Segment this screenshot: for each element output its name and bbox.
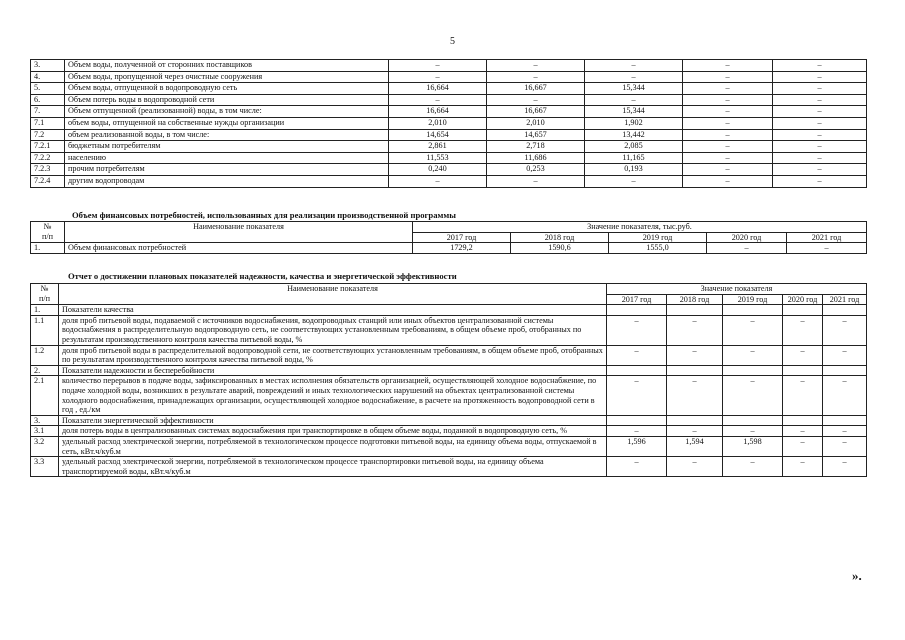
row-indicator-name: Объем воды, пропущенной через очистные сооружения bbox=[65, 71, 389, 83]
row-number: 2. bbox=[31, 365, 59, 376]
water-volume-table bbox=[30, 59, 867, 188]
row-number: 3.3 bbox=[31, 457, 59, 477]
row-value: – bbox=[667, 376, 723, 415]
table-row bbox=[31, 376, 867, 415]
header-indicator-name: Наименование показателя bbox=[59, 284, 607, 305]
row-number: 1. bbox=[31, 243, 65, 254]
row-indicator-name: доля потерь воды в централизованных системах водоснабжения при транспортировке в общем объеме воды, поданной в водопроводную сеть, % bbox=[59, 426, 607, 437]
row-value: – bbox=[667, 345, 723, 365]
row-value: – bbox=[723, 457, 783, 477]
row-number: 6. bbox=[31, 94, 65, 106]
empty-cell bbox=[607, 365, 667, 376]
row-indicator-name: бюджетным потребителям bbox=[65, 141, 389, 153]
row-value: – bbox=[683, 152, 773, 164]
indicators-table bbox=[30, 283, 867, 477]
indicators-table-body bbox=[31, 284, 867, 477]
header-year: 2017 год bbox=[607, 294, 667, 305]
row-value: – bbox=[607, 426, 667, 437]
row-indicator-name: удельный расход электрической энергии, потребляемой в технологическом процессе подготовки питьевой воды, на единицу объема воды, отпускаемой в сеть, кВт.ч/куб.м bbox=[59, 436, 607, 456]
row-value: – bbox=[783, 376, 823, 415]
row-value: – bbox=[773, 152, 867, 164]
row-value: – bbox=[487, 175, 585, 187]
row-value: – bbox=[667, 315, 723, 345]
header-year: 2020 год bbox=[707, 232, 787, 243]
row-value: – bbox=[783, 436, 823, 456]
table-row bbox=[31, 129, 867, 141]
row-number: 7.1 bbox=[31, 117, 65, 129]
row-value: 1555,0 bbox=[609, 243, 707, 254]
row-value: – bbox=[585, 94, 683, 106]
table-row bbox=[31, 164, 867, 176]
row-value: 1,596 bbox=[607, 436, 667, 456]
empty-cell bbox=[783, 305, 823, 316]
row-value: – bbox=[823, 345, 867, 365]
row-number: 2.1 bbox=[31, 376, 59, 415]
row-indicator-name: объем реализованной воды, в том числе: bbox=[65, 129, 389, 141]
row-value: – bbox=[389, 60, 487, 72]
empty-cell bbox=[667, 415, 723, 426]
row-value: 14,654 bbox=[389, 129, 487, 141]
row-value: – bbox=[783, 426, 823, 437]
row-indicator-name: удельный расход электрической энергии, потребляемой в технологическом процессе транспортировки питьевой воды, на единицу объема транспортируемой воды, кВт.ч/куб.м bbox=[59, 457, 607, 477]
row-value: – bbox=[585, 71, 683, 83]
header-value: Значение показателя, тыс.руб. bbox=[413, 222, 867, 233]
row-number: 7.2.2 bbox=[31, 152, 65, 164]
row-number: 7.2 bbox=[31, 129, 65, 141]
row-value: – bbox=[683, 164, 773, 176]
row-value: – bbox=[783, 345, 823, 365]
table-row bbox=[31, 71, 867, 83]
row-value: – bbox=[773, 106, 867, 118]
table-row bbox=[31, 175, 867, 187]
row-value: 1,598 bbox=[723, 436, 783, 456]
row-value: 0,193 bbox=[585, 164, 683, 176]
row-value: 16,664 bbox=[389, 106, 487, 118]
end-quote-mark: ». bbox=[852, 568, 862, 583]
row-value: 14,657 bbox=[487, 129, 585, 141]
row-value: – bbox=[773, 164, 867, 176]
row-value: – bbox=[773, 60, 867, 72]
row-value: – bbox=[773, 71, 867, 83]
row-value: 0,253 bbox=[487, 164, 585, 176]
empty-cell bbox=[823, 305, 867, 316]
table-row bbox=[31, 426, 867, 437]
row-value: – bbox=[823, 457, 867, 477]
row-value: – bbox=[607, 345, 667, 365]
row-value: – bbox=[607, 376, 667, 415]
row-number: 7.2.3 bbox=[31, 164, 65, 176]
financial-table-caption: Объем финансовых потребностей, использованных для реализации производственной программы bbox=[72, 210, 456, 220]
row-value: – bbox=[683, 175, 773, 187]
table-row bbox=[31, 83, 867, 95]
row-value: – bbox=[773, 141, 867, 153]
table-row bbox=[31, 436, 867, 456]
row-value: – bbox=[683, 129, 773, 141]
empty-cell bbox=[823, 415, 867, 426]
row-value: – bbox=[723, 345, 783, 365]
row-value: – bbox=[389, 71, 487, 83]
row-value: 1729,2 bbox=[413, 243, 511, 254]
row-value: – bbox=[607, 457, 667, 477]
financial-needs-table-body bbox=[31, 222, 867, 254]
row-indicator-name: доля проб питьевой воды, подаваемой с источников водоснабжения, водопроводных станций или иных объектов централизованной системы водоснабжения в распределительную водопроводную сеть, не соответствующих установленным требованиям, в общем объеме проб, отобранных по результатам производственного контроля качества питьевой воды, % bbox=[59, 315, 607, 345]
row-number: 3. bbox=[31, 415, 59, 426]
row-value: 2,085 bbox=[585, 141, 683, 153]
row-indicator-name: количество перерывов в подаче воды, зафиксированных в местах исполнения обязательств организацией, осуществляющей холодное водоснабжение, по подаче холодной воды, возникших в результате аварий, повреждений и иных технологических нарушений на объектах централизованной системы холодного водоснабжения, принадлежащих организации, осуществляющей холодное водоснабжение, в расчете на протяженность водопроводной сети в год , ед./км bbox=[59, 376, 607, 415]
indicators-table-caption: Отчет о достижении плановых показателей надежности, качества и энергетической эффективности bbox=[68, 271, 457, 281]
row-value: – bbox=[389, 94, 487, 106]
section-row bbox=[31, 415, 867, 426]
header-year: 2021 год bbox=[823, 294, 867, 305]
row-value: – bbox=[773, 129, 867, 141]
empty-cell bbox=[667, 365, 723, 376]
row-value: 16,667 bbox=[487, 83, 585, 95]
row-value: – bbox=[773, 94, 867, 106]
row-number: 7. bbox=[31, 106, 65, 118]
row-value: – bbox=[585, 60, 683, 72]
row-value: 1590,6 bbox=[511, 243, 609, 254]
row-number: 5. bbox=[31, 83, 65, 95]
row-indicator-name: населению bbox=[65, 152, 389, 164]
row-value: – bbox=[389, 175, 487, 187]
row-value: – bbox=[607, 315, 667, 345]
table-row bbox=[31, 243, 867, 254]
row-number: 1.2 bbox=[31, 345, 59, 365]
row-value: 11,553 bbox=[389, 152, 487, 164]
row-value: – bbox=[707, 243, 787, 254]
table-row bbox=[31, 106, 867, 118]
row-number: 1.1 bbox=[31, 315, 59, 345]
empty-cell bbox=[723, 305, 783, 316]
row-value: – bbox=[823, 315, 867, 345]
empty-cell bbox=[607, 415, 667, 426]
row-number: 1. bbox=[31, 305, 59, 316]
row-value: – bbox=[667, 457, 723, 477]
table-row bbox=[31, 141, 867, 153]
row-value: 0,240 bbox=[389, 164, 487, 176]
row-value: – bbox=[683, 83, 773, 95]
row-number: 7.2.1 bbox=[31, 141, 65, 153]
table-row bbox=[31, 60, 867, 72]
row-value: – bbox=[683, 117, 773, 129]
row-indicator-name: прочим потребителям bbox=[65, 164, 389, 176]
row-value: – bbox=[723, 426, 783, 437]
row-number: 3. bbox=[31, 60, 65, 72]
header-value: Значение показателя bbox=[607, 284, 867, 295]
row-value: – bbox=[823, 436, 867, 456]
row-number: 3.2 bbox=[31, 436, 59, 456]
row-value: 16,664 bbox=[389, 83, 487, 95]
row-indicator-name: другим водопроводам bbox=[65, 175, 389, 187]
header-number: № п/п bbox=[31, 284, 59, 305]
row-indicator-name: доля проб питьевой воды в распределительной водопроводной сети, не соответствующих установленным требованиям, в общем объеме проб, отобранных по результатам производственного контроля качества питьевой воды, % bbox=[59, 345, 607, 365]
row-value: – bbox=[823, 426, 867, 437]
row-value: – bbox=[585, 175, 683, 187]
row-value: – bbox=[487, 94, 585, 106]
row-indicator-name: объем воды, отпущенной на собственные нужды организации bbox=[65, 117, 389, 129]
row-value: – bbox=[783, 457, 823, 477]
row-value: 1,902 bbox=[585, 117, 683, 129]
row-indicator-name: Объем отпущенной (реализованной) воды, в том числе: bbox=[65, 106, 389, 118]
row-value: – bbox=[773, 117, 867, 129]
empty-cell bbox=[723, 415, 783, 426]
financial-needs-table bbox=[30, 221, 867, 254]
header-year: 2018 год bbox=[667, 294, 723, 305]
row-value: 16,667 bbox=[487, 106, 585, 118]
header-year: 2019 год bbox=[723, 294, 783, 305]
empty-cell bbox=[783, 415, 823, 426]
header-year: 2021 год bbox=[787, 232, 867, 243]
header-year: 2019 год bbox=[609, 232, 707, 243]
row-value: – bbox=[683, 106, 773, 118]
row-number: 4. bbox=[31, 71, 65, 83]
table-row bbox=[31, 94, 867, 106]
row-value: – bbox=[683, 94, 773, 106]
row-value: – bbox=[487, 60, 585, 72]
section-row bbox=[31, 365, 867, 376]
row-indicator-name: Объем воды, отпущенной в водопроводную сеть bbox=[65, 83, 389, 95]
row-value: – bbox=[723, 315, 783, 345]
page-number: 5 bbox=[450, 36, 455, 47]
row-value: – bbox=[683, 141, 773, 153]
header-row bbox=[31, 222, 867, 233]
row-value: 13,442 bbox=[585, 129, 683, 141]
row-value: – bbox=[683, 60, 773, 72]
row-number: 3.1 bbox=[31, 426, 59, 437]
row-value: 2,010 bbox=[389, 117, 487, 129]
row-value: 11,165 bbox=[585, 152, 683, 164]
row-value: 2,718 bbox=[487, 141, 585, 153]
header-year: 2020 год bbox=[783, 294, 823, 305]
header-year: 2018 год bbox=[511, 232, 609, 243]
section-title: Показатели качества bbox=[59, 305, 607, 316]
row-indicator-name: Объем воды, полученной от сторонних поставщиков bbox=[65, 60, 389, 72]
section-title: Показатели энергетической эффективности bbox=[59, 415, 607, 426]
header-number: № п/п bbox=[31, 222, 65, 243]
row-indicator-name: Объем финансовых потребностей bbox=[65, 243, 413, 254]
header-year: 2017 год bbox=[413, 232, 511, 243]
row-value: – bbox=[723, 376, 783, 415]
section-row bbox=[31, 305, 867, 316]
table-row bbox=[31, 117, 867, 129]
table-row bbox=[31, 457, 867, 477]
header-row bbox=[31, 284, 867, 295]
table-row bbox=[31, 345, 867, 365]
empty-cell bbox=[723, 365, 783, 376]
row-value: – bbox=[667, 426, 723, 437]
table-row bbox=[31, 152, 867, 164]
row-value: 1,594 bbox=[667, 436, 723, 456]
row-value: 15,344 bbox=[585, 83, 683, 95]
row-indicator-name: Объем потерь воды в водопроводной сети bbox=[65, 94, 389, 106]
header-indicator-name: Наименование показателя bbox=[65, 222, 413, 243]
row-value: – bbox=[773, 175, 867, 187]
row-value: 15,344 bbox=[585, 106, 683, 118]
row-number: 7.2.4 bbox=[31, 175, 65, 187]
empty-cell bbox=[607, 305, 667, 316]
row-value: – bbox=[773, 83, 867, 95]
table-row bbox=[31, 315, 867, 345]
water-volume-table-body bbox=[31, 60, 867, 188]
row-value: – bbox=[787, 243, 867, 254]
row-value: – bbox=[783, 315, 823, 345]
section-title: Показатели надежности и бесперебойности bbox=[59, 365, 607, 376]
row-value: – bbox=[487, 71, 585, 83]
row-value: 2,010 bbox=[487, 117, 585, 129]
empty-cell bbox=[667, 305, 723, 316]
row-value: – bbox=[823, 376, 867, 415]
row-value: – bbox=[683, 71, 773, 83]
empty-cell bbox=[823, 365, 867, 376]
empty-cell bbox=[783, 365, 823, 376]
row-value: 2,861 bbox=[389, 141, 487, 153]
row-value: 11,686 bbox=[487, 152, 585, 164]
